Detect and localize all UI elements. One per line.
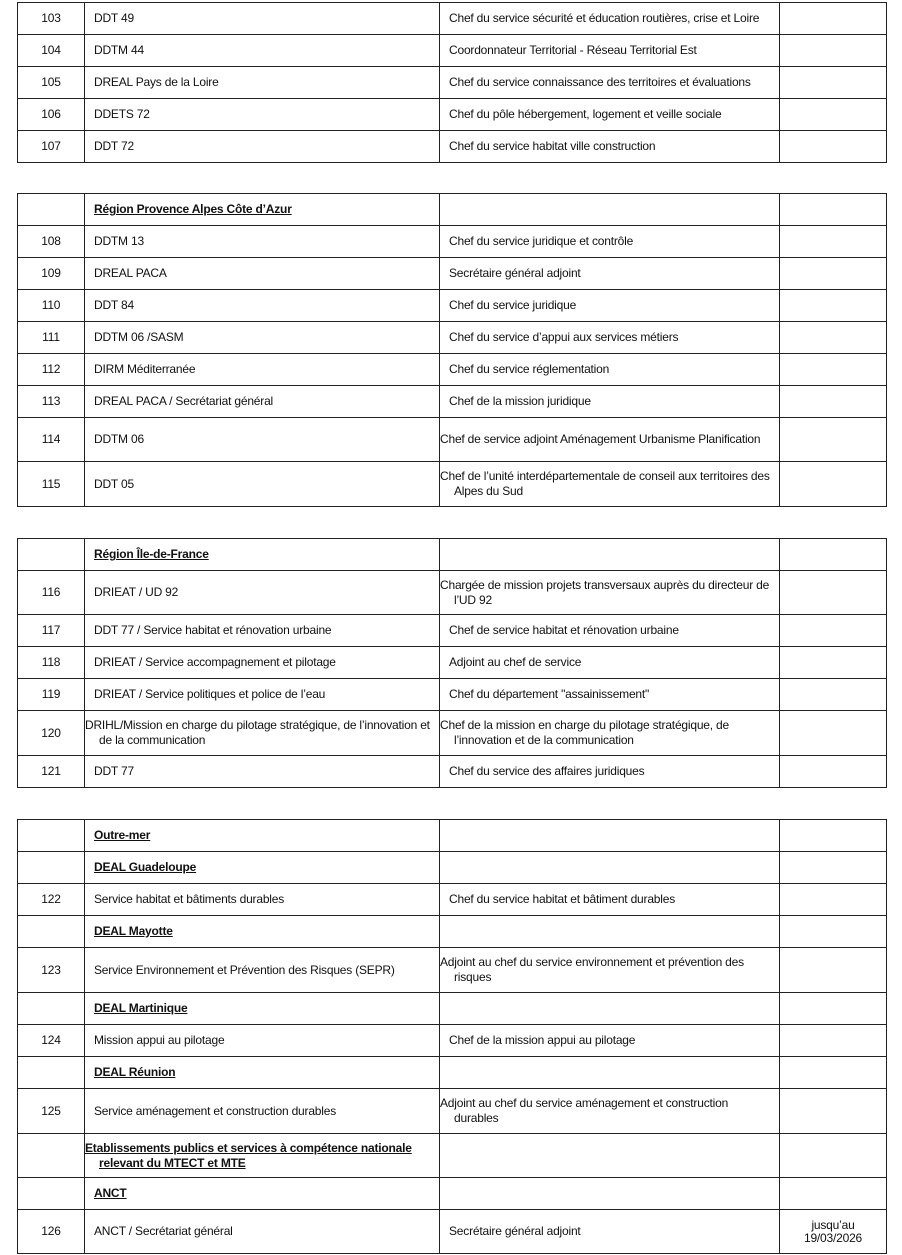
row-number: 113 bbox=[18, 386, 85, 418]
note-cell bbox=[780, 322, 887, 354]
position-cell: Chef du service juridique bbox=[440, 290, 780, 322]
section-heading: Outre-mer bbox=[85, 820, 440, 852]
row-number: 109 bbox=[18, 258, 85, 290]
row-number: 114 bbox=[18, 418, 85, 462]
position-cell: Chef du service réglementation bbox=[440, 354, 780, 386]
section-heading: DEAL Guadeloupe bbox=[85, 852, 440, 884]
service-cell: ANCT / Secrétariat général bbox=[85, 1210, 440, 1254]
service-cell: DDETS 72 bbox=[85, 99, 440, 131]
service-cell: DDT 72 bbox=[85, 131, 440, 163]
section-heading-row bbox=[18, 852, 887, 884]
service-cell: Mission appui au pilotage bbox=[85, 1025, 440, 1057]
table-row bbox=[18, 1089, 887, 1134]
note-cell bbox=[780, 462, 887, 507]
row-number: 119 bbox=[18, 679, 85, 711]
table-row bbox=[18, 1210, 887, 1254]
row-number: 115 bbox=[18, 462, 85, 507]
table-row bbox=[18, 290, 887, 322]
table-row bbox=[18, 386, 887, 418]
position-cell: Adjoint au chef du service aménagement et construction durables bbox=[440, 1089, 780, 1134]
position-cell: Chef du service sécurité et éducation routières, crise et Loire bbox=[440, 3, 780, 35]
table-row bbox=[18, 226, 887, 258]
note-cell bbox=[780, 67, 887, 99]
service-cell: DDT 77 bbox=[85, 756, 440, 788]
note-cell: jusqu’au 19/03/2026 bbox=[780, 1210, 887, 1254]
service-cell: DDTM 06 /SASM bbox=[85, 322, 440, 354]
position-cell: Chef du service d’appui aux services métiers bbox=[440, 322, 780, 354]
note-cell bbox=[780, 884, 887, 916]
table-row bbox=[18, 258, 887, 290]
table-section-ile-de-france bbox=[17, 538, 887, 788]
service-cell: DREAL PACA / Secrétariat général bbox=[85, 386, 440, 418]
section-heading: Région Provence Alpes Côte d’Azur bbox=[85, 194, 440, 226]
position-cell: Chef du service habitat et bâtiment durables bbox=[440, 884, 780, 916]
note-cell bbox=[780, 3, 887, 35]
position-cell: Chef de la mission en charge du pilotage stratégique, de l’innovation et de la communication bbox=[440, 711, 780, 756]
table-row bbox=[18, 615, 887, 647]
row-number: 105 bbox=[18, 67, 85, 99]
note-cell bbox=[780, 258, 887, 290]
position-cell: Adjoint au chef du service environnement et prévention des risques bbox=[440, 948, 780, 993]
service-cell: DDT 84 bbox=[85, 290, 440, 322]
table-row bbox=[18, 35, 887, 67]
section-heading-row bbox=[18, 916, 887, 948]
table-row bbox=[18, 354, 887, 386]
note-cell bbox=[780, 1025, 887, 1057]
table-section-paca bbox=[17, 193, 887, 507]
note-cell bbox=[780, 226, 887, 258]
service-cell: DRIEAT / Service politiques et police de l’eau bbox=[85, 679, 440, 711]
note-cell bbox=[780, 679, 887, 711]
row-number: 120 bbox=[18, 711, 85, 756]
table-row bbox=[18, 131, 887, 163]
service-cell: DDT 05 bbox=[85, 462, 440, 507]
row-number: 108 bbox=[18, 226, 85, 258]
service-cell: DREAL Pays de la Loire bbox=[85, 67, 440, 99]
table-row bbox=[18, 571, 887, 615]
service-cell: Service aménagement et construction durables bbox=[85, 1089, 440, 1134]
table-row bbox=[18, 67, 887, 99]
position-cell: Chef du service juridique et contrôle bbox=[440, 226, 780, 258]
section-heading-row bbox=[18, 993, 887, 1025]
row-number: 123 bbox=[18, 948, 85, 993]
section-heading: DEAL Mayotte bbox=[85, 916, 440, 948]
row-number: 111 bbox=[18, 322, 85, 354]
table-section-outre-mer bbox=[17, 819, 887, 1254]
row-number: 125 bbox=[18, 1089, 85, 1134]
row-number: 118 bbox=[18, 647, 85, 679]
section-heading-row bbox=[18, 539, 887, 571]
note-cell bbox=[780, 290, 887, 322]
note-cell bbox=[780, 615, 887, 647]
position-cell: Chef du service habitat ville construction bbox=[440, 131, 780, 163]
row-number: 117 bbox=[18, 615, 85, 647]
position-cell: Chef de la mission appui au pilotage bbox=[440, 1025, 780, 1057]
service-cell: DDT 77 / Service habitat et rénovation urbaine bbox=[85, 615, 440, 647]
service-cell: DREAL PACA bbox=[85, 258, 440, 290]
table-row bbox=[18, 756, 887, 788]
position-cell: Chef du pôle hébergement, logement et veille sociale bbox=[440, 99, 780, 131]
table-row bbox=[18, 462, 887, 507]
service-cell: DRIEAT / Service accompagnement et pilotage bbox=[85, 647, 440, 679]
note-cell bbox=[780, 418, 887, 462]
service-cell: DDTM 13 bbox=[85, 226, 440, 258]
section-heading: DEAL Martinique bbox=[85, 993, 440, 1025]
row-number: 121 bbox=[18, 756, 85, 788]
section-heading: Région Île-de-France bbox=[85, 539, 440, 571]
table-row bbox=[18, 711, 887, 756]
position-cell: Chef du service connaissance des territoires et évaluations bbox=[440, 67, 780, 99]
table-row bbox=[18, 884, 887, 916]
section-heading: DEAL Réunion bbox=[85, 1057, 440, 1089]
service-cell: DDTM 44 bbox=[85, 35, 440, 67]
section-heading-row bbox=[18, 820, 887, 852]
section-heading: ANCT bbox=[85, 1178, 440, 1210]
service-cell: DDT 49 bbox=[85, 3, 440, 35]
note-cell bbox=[780, 131, 887, 163]
service-cell: DIRM Méditerranée bbox=[85, 354, 440, 386]
table-row bbox=[18, 948, 887, 993]
table-row bbox=[18, 418, 887, 462]
position-cell: Chef du département "assainissement" bbox=[440, 679, 780, 711]
table-row bbox=[18, 647, 887, 679]
row-number: 104 bbox=[18, 35, 85, 67]
service-cell: Service habitat et bâtiments durables bbox=[85, 884, 440, 916]
note-cell bbox=[780, 756, 887, 788]
row-number: 107 bbox=[18, 131, 85, 163]
position-cell: Chef de la mission juridique bbox=[440, 386, 780, 418]
position-cell: Secrétaire général adjoint bbox=[440, 258, 780, 290]
position-cell: Secrétaire général adjoint bbox=[440, 1210, 780, 1254]
note-cell bbox=[780, 711, 887, 756]
position-cell: Adjoint au chef de service bbox=[440, 647, 780, 679]
position-cell: Chef de service adjoint Aménagement Urbanisme Planification bbox=[440, 418, 780, 462]
row-number: 124 bbox=[18, 1025, 85, 1057]
table-row bbox=[18, 1025, 887, 1057]
section-heading-row bbox=[18, 194, 887, 226]
service-cell: Service Environnement et Prévention des Risques (SEPR) bbox=[85, 948, 440, 993]
service-cell: DRIHL/Mission en charge du pilotage stratégique, de l’innovation et de la communication bbox=[85, 711, 440, 756]
table-row bbox=[18, 3, 887, 35]
row-number: 103 bbox=[18, 3, 85, 35]
note-cell bbox=[780, 99, 887, 131]
row-number: 110 bbox=[18, 290, 85, 322]
section-heading-row bbox=[18, 1134, 887, 1178]
row-number: 116 bbox=[18, 571, 85, 615]
section-heading: Etablissements publics et services à compétence nationale relevant du MTECT et MTE bbox=[85, 1134, 440, 1178]
note-cell bbox=[780, 1089, 887, 1134]
table-section-pays-de-la-loire bbox=[17, 2, 887, 163]
table-row bbox=[18, 322, 887, 354]
section-heading-row bbox=[18, 1057, 887, 1089]
position-cell: Chef de l’unité interdépartementale de conseil aux territoires des Alpes du Sud bbox=[440, 462, 780, 507]
position-cell: Coordonnateur Territorial - Réseau Territorial Est bbox=[440, 35, 780, 67]
service-cell: DDTM 06 bbox=[85, 418, 440, 462]
position-cell: Chef du service des affaires juridiques bbox=[440, 756, 780, 788]
service-cell: DRIEAT / UD 92 bbox=[85, 571, 440, 615]
note-cell bbox=[780, 647, 887, 679]
section-heading-row bbox=[18, 1178, 887, 1210]
table-row bbox=[18, 679, 887, 711]
table-row bbox=[18, 99, 887, 131]
row-number: 112 bbox=[18, 354, 85, 386]
note-cell bbox=[780, 35, 887, 67]
row-number: 122 bbox=[18, 884, 85, 916]
position-cell: Chef de service habitat et rénovation urbaine bbox=[440, 615, 780, 647]
note-cell bbox=[780, 571, 887, 615]
row-number: 106 bbox=[18, 99, 85, 131]
note-cell bbox=[780, 948, 887, 993]
position-cell: Chargée de mission projets transversaux auprès du directeur de l’UD 92 bbox=[440, 571, 780, 615]
note-cell bbox=[780, 386, 887, 418]
row-number: 126 bbox=[18, 1210, 85, 1254]
note-cell bbox=[780, 354, 887, 386]
